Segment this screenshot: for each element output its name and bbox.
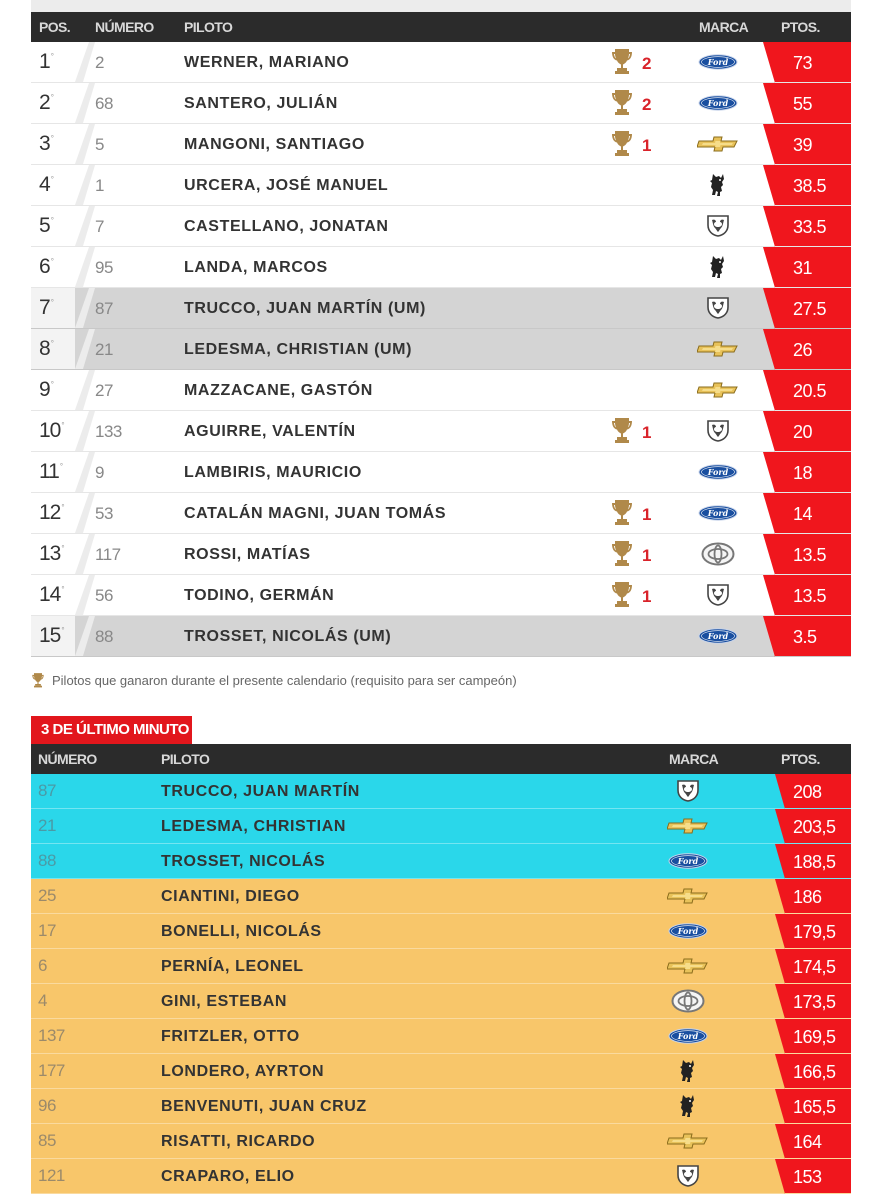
trophy-icon [611,47,633,75]
standings-row [31,329,851,370]
car-number: 121 [38,1166,65,1185]
position: 10° [39,419,64,442]
driver-name: CASTELLANO, JONATAN [184,218,389,235]
header2-points: PTOS. [781,751,820,767]
chevrolet-logo-icon [697,341,739,357]
last-minute-rows [31,774,851,1194]
car-number: 21 [38,816,56,835]
brand-logo [696,49,740,75]
driver-name: LAMBIRIS, MAURICIO [184,464,362,481]
ford-logo-icon [668,853,708,869]
points-value: 173,5 [793,992,836,1012]
points-value: 14 [793,504,813,524]
trophy [611,539,633,567]
position: 14° [39,583,64,606]
last-minute-badge: 3 DE ÚLTIMO MINUTO [31,716,192,744]
brand-logo [696,90,740,116]
row-divider [75,452,95,492]
car-number: 2 [95,53,104,72]
points-cell [775,534,851,574]
driver-name: SANTERO, JULIÁN [184,95,338,112]
points-cell [785,1019,851,1053]
last-minute-row [31,1089,851,1124]
points-cell [785,949,851,983]
toyota-logo-icon [671,989,705,1013]
brand-logo [666,1094,710,1118]
position-cell [31,42,75,82]
standings-rows [31,42,851,657]
brand-logo [666,1129,710,1153]
points-cell [785,984,851,1018]
car-number: 53 [95,504,113,523]
header2-brand: MARCA [669,751,719,767]
points-value: 18 [793,463,813,483]
win-count: 1 [642,136,652,155]
brand-logo [696,418,740,444]
row-divider [75,288,95,328]
brand-logo [666,849,710,873]
car-number: 177 [38,1061,65,1080]
points-value: 55 [793,94,813,114]
position: 11° [39,460,63,483]
trophy-icon [611,88,633,116]
row-divider [75,370,95,410]
standings-row [31,616,851,657]
driver-name: MANGONI, SANTIAGO [184,136,365,153]
svg-text:Ford: Ford [707,97,729,108]
dodge-ram-logo-icon [675,1163,701,1189]
position-cell [31,288,75,328]
driver-name: LEDESMA, CHRISTIAN [161,818,347,835]
driver-name: RISATTI, RICARDO [161,1133,316,1150]
dodge-ram-logo-icon [675,778,701,804]
driver-name: ROSSI, MATÍAS [184,546,311,563]
standings-row [31,411,851,452]
header-number: NÚMERO [95,19,154,35]
header-pos: POS. [39,19,71,35]
points-value: 13.5 [793,545,827,565]
row-divider [75,165,95,205]
row-divider [75,329,95,369]
trophy-icon [611,539,633,567]
header2-number: NÚMERO [38,751,97,767]
position: 2° [39,91,53,114]
car-number: 21 [95,340,113,359]
last-minute-row [31,949,851,984]
points-cell [775,83,851,123]
header2-driver: PILOTO [161,751,210,767]
row-divider [75,411,95,451]
brand-logo [696,172,740,198]
brand-logo [666,814,710,838]
position-cell [31,329,75,369]
points-cell [785,1054,851,1088]
car-number: 56 [95,586,113,605]
row-divider [75,493,95,533]
torino-bull-logo-icon [677,1092,699,1120]
points-value: 169,5 [793,1027,836,1047]
points-value: 153 [793,1167,822,1187]
points-cell [785,879,851,913]
brand-logo [696,500,740,526]
ford-logo-icon [698,95,738,111]
points-cell [775,370,851,410]
car-number: 96 [38,1096,56,1115]
car-number: 88 [38,851,56,870]
trophy [611,416,633,444]
row-divider [75,42,95,82]
points-cell [775,493,851,533]
position: 15° [39,624,64,647]
standings-row [31,124,851,165]
last-minute-row [31,879,851,914]
car-number: 87 [38,781,56,800]
points-value: 13.5 [793,586,827,606]
driver-name: CATALÁN MAGNI, JUAN TOMÁS [184,505,447,522]
points-value: 165,5 [793,1097,836,1117]
position-cell [31,165,75,205]
car-number: 6 [38,956,47,975]
trophy-legend [31,672,517,688]
header-driver: PILOTO [184,19,233,35]
car-number: 27 [95,381,113,400]
points-value: 186 [793,887,822,907]
row-divider [75,534,95,574]
last-minute-row [31,774,851,809]
points-cell [785,914,851,948]
position: 13° [39,542,64,565]
ford-logo-icon [698,464,738,480]
car-number: 68 [95,94,113,113]
car-number: 117 [95,545,121,564]
standings-header [31,12,851,42]
header-brand: MARCA [699,19,749,35]
standings-row [31,288,851,329]
brand-logo [696,582,740,608]
driver-name: FRITZLER, OTTO [161,1028,300,1045]
points-value: 179,5 [793,922,836,942]
points-value: 20 [793,422,813,442]
brand-logo [666,954,710,978]
position: 5° [39,214,53,237]
last-minute-row [31,844,851,879]
top-band [31,0,851,12]
points-value: 33.5 [793,217,827,237]
points-cell [775,575,851,615]
dodge-ram-logo-icon [705,582,731,608]
driver-name: LONDERO, AYRTON [161,1063,325,1080]
standings-table [31,12,851,657]
torino-bull-logo-icon [707,171,729,199]
ford-logo-icon [698,505,738,521]
trophy [611,47,633,75]
points-value: 38.5 [793,176,827,196]
svg-text:Ford: Ford [677,925,699,936]
row-divider [75,83,95,123]
position-cell [31,493,75,533]
points-value: 208 [793,782,822,802]
last-minute-row [31,984,851,1019]
ford-logo-icon [698,54,738,70]
driver-name: GINI, ESTEBAN [161,993,288,1010]
trophy-icon [31,672,45,688]
toyota-logo-icon [701,542,735,566]
ford-logo-icon [668,1028,708,1044]
points-value: 73 [793,53,813,73]
car-number: 25 [38,886,56,905]
points-cell [785,1159,851,1193]
car-number: 1 [95,176,104,195]
win-count: 1 [642,546,652,565]
legend-text: Pilotos que ganaron durante el presente calendario (requisito para ser campeón) [52,672,517,688]
brand-logo [696,295,740,321]
trophy-icon [611,580,633,608]
points-value: 20.5 [793,381,827,401]
points-value: 166,5 [793,1062,836,1082]
svg-text:Ford: Ford [707,466,729,477]
brand-logo [696,377,740,403]
chevrolet-logo-icon [697,136,739,152]
position: 6° [39,255,53,278]
standings-row [31,370,851,411]
row-divider [75,247,95,287]
brand-logo [666,919,710,943]
dodge-ram-logo-icon [705,295,731,321]
points-value: 39 [793,135,813,155]
svg-text:Ford: Ford [677,1030,699,1041]
trophy [611,88,633,116]
torino-bull-logo-icon [677,1057,699,1085]
position-cell [31,452,75,492]
driver-name: CRAPARO, ELIO [161,1168,295,1185]
last-minute-row [31,1124,851,1159]
win-count: 1 [642,423,652,442]
dodge-ram-logo-icon [705,213,731,239]
position: 8° [39,337,53,360]
standings-row [31,165,851,206]
car-number: 9 [95,463,104,482]
car-number: 4 [38,991,47,1010]
trophy-icon [611,129,633,157]
driver-name: PERNÍA, LEONEL [161,958,304,975]
trophy [611,580,633,608]
position: 12° [39,501,64,524]
chevrolet-logo-icon [697,382,739,398]
brand-logo [666,884,710,908]
standings-row [31,206,851,247]
header-points: PTOS. [781,19,820,35]
car-number: 5 [95,135,104,154]
car-number: 7 [95,217,104,236]
position-cell [31,83,75,123]
trophy [611,498,633,526]
points-cell [785,844,851,878]
points-cell [785,1089,851,1123]
brand-logo [696,213,740,239]
car-number: 88 [95,627,113,646]
svg-text:Ford: Ford [707,630,729,641]
brand-logo [696,459,740,485]
position: 1° [39,50,53,73]
win-count: 2 [642,54,652,73]
points-value: 164 [793,1132,822,1152]
ford-logo-icon [698,628,738,644]
brand-logo [696,623,740,649]
position: 4° [39,173,53,196]
car-number: 85 [38,1131,56,1150]
torino-bull-logo-icon [707,253,729,281]
driver-name: TRUCCO, JUAN MARTÍN (UM) [184,300,426,317]
position: 7° [39,296,53,319]
points-cell [775,165,851,205]
svg-text:Ford: Ford [707,56,729,67]
car-number: 17 [38,921,56,940]
last-minute-table [31,744,851,1194]
points-cell [775,329,851,369]
last-minute-row [31,1019,851,1054]
standings-row [31,493,851,534]
driver-name: AGUIRRE, VALENTÍN [184,423,356,440]
driver-name: MAZZACANE, GASTÓN [184,382,373,399]
row-divider [75,575,95,615]
position-cell [31,206,75,246]
standings-row [31,83,851,124]
position-cell [31,575,75,615]
standings-row [31,534,851,575]
last-minute-row [31,1054,851,1089]
points-value: 31 [793,258,813,278]
position-cell [31,247,75,287]
driver-name: LEDESMA, CHRISTIAN (UM) [184,341,413,358]
brand-logo [696,254,740,280]
brand-logo [666,989,710,1013]
brand-logo [666,779,710,803]
position-cell [31,411,75,451]
car-number: 137 [38,1026,65,1045]
brand-logo [696,131,740,157]
last-minute-row [31,1159,851,1194]
last-minute-header [31,744,851,774]
svg-text:Ford: Ford [707,507,729,518]
chevrolet-logo-icon [667,1133,709,1149]
position-cell [31,616,75,656]
driver-name: WERNER, MARIANO [184,54,350,71]
driver-name: LANDA, MARCOS [184,259,328,276]
brand-logo [666,1024,710,1048]
standings-row [31,452,851,493]
driver-name: TROSSET, NICOLÁS (UM) [184,628,392,645]
trophy-icon [611,498,633,526]
trophy-icon [611,416,633,444]
points-cell [785,1124,851,1158]
last-minute-row [31,914,851,949]
win-count: 2 [642,95,652,114]
brand-logo [666,1164,710,1188]
standings-row [31,42,851,83]
trophy [611,129,633,157]
position-cell [31,370,75,410]
points-cell [775,452,851,492]
points-cell [775,247,851,287]
points-value: 203,5 [793,817,836,837]
win-count: 1 [642,505,652,524]
points-cell [775,124,851,164]
points-value: 26 [793,340,813,360]
points-cell [785,809,851,843]
points-cell [775,411,851,451]
position: 3° [39,132,53,155]
points-cell [785,774,851,808]
brand-logo [666,1059,710,1083]
driver-name: TRUCCO, JUAN MARTÍN [161,783,360,800]
last-minute-row [31,809,851,844]
points-value: 174,5 [793,957,836,977]
dodge-ram-logo-icon [705,418,731,444]
chevrolet-logo-icon [667,958,709,974]
driver-name: URCERA, JOSÉ MANUEL [184,177,389,194]
row-divider [75,124,95,164]
driver-name: TROSSET, NICOLÁS [161,853,326,870]
driver-name: TODINO, GERMÁN [184,587,335,604]
car-number: 133 [95,422,122,441]
win-count: 1 [642,587,652,606]
chevrolet-logo-icon [667,888,709,904]
points-cell [775,42,851,82]
points-value: 27.5 [793,299,827,319]
points-cell [775,206,851,246]
driver-name: BENVENUTI, JUAN CRUZ [161,1098,367,1115]
svg-text:Ford: Ford [677,855,699,866]
brand-logo [696,336,740,362]
standings-row [31,575,851,616]
chevrolet-logo-icon [667,818,709,834]
position-cell [31,534,75,574]
points-cell [775,288,851,328]
row-divider [75,616,95,656]
points-value: 3.5 [793,627,817,647]
position-cell [31,124,75,164]
brand-logo [696,541,740,567]
driver-name: CIANTINI, DIEGO [161,888,300,905]
car-number: 95 [95,258,113,277]
points-value: 188,5 [793,852,836,872]
points-cell [775,616,851,656]
ford-logo-icon [668,923,708,939]
standings-row [31,247,851,288]
position: 9° [39,378,53,401]
row-divider [75,206,95,246]
car-number: 87 [95,299,113,318]
driver-name: BONELLI, NICOLÁS [161,923,322,940]
